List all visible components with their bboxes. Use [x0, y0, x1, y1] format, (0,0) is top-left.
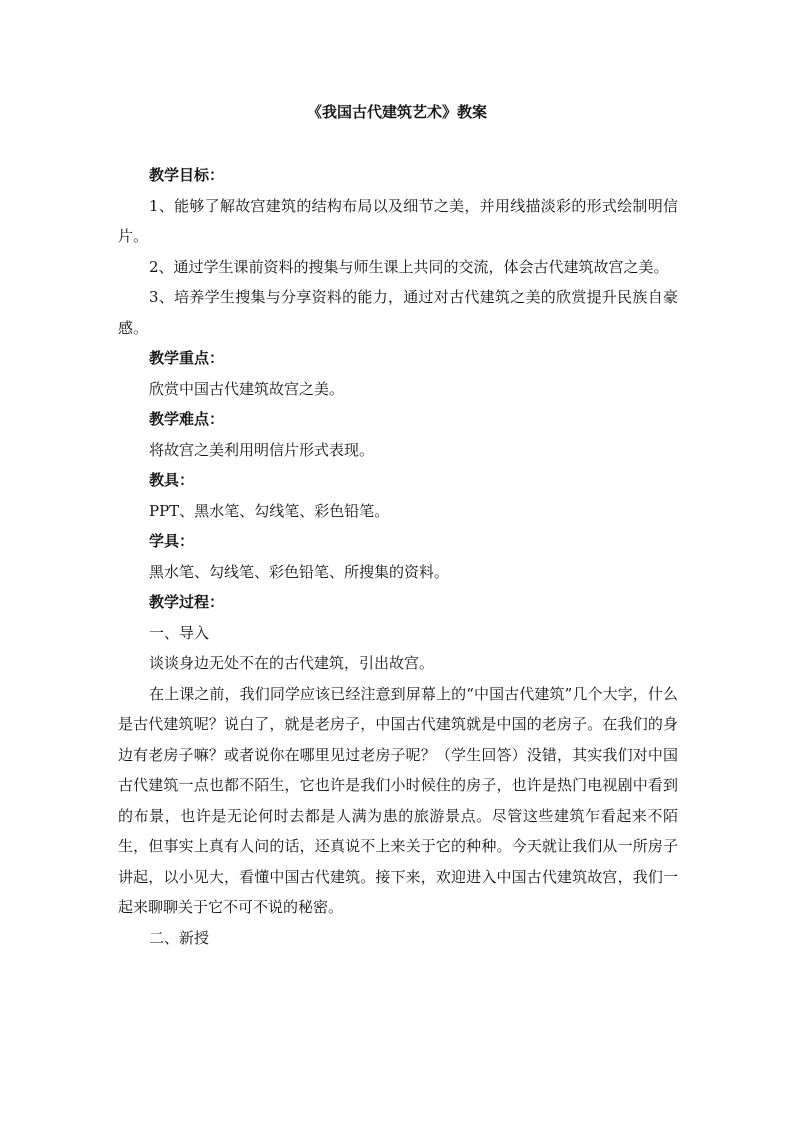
key-point-heading: 教学重点： — [149, 349, 225, 367]
difficulty-text: 将故宫之美利用明信片形式表现。 — [149, 440, 375, 459]
difficulty-heading: 教学难点： — [149, 410, 225, 428]
objective-item: 2、通过学生课前资料的搜集与师生课上共同的交流，体会古代建筑故宫之美。 — [149, 257, 669, 276]
step1-paragraph: 在上课之前，我们同学应该已经注意到屏幕上的“中国古代建筑”几个大字，什么是古代建筑呢？说白了，就是老房子，中国古代建筑就是中国的老房子。在我们的身边有老房子嘛？或者说你在哪里见过老房子呢？（学生回答）没错，其实我们对中国古代建筑一点也都不陌生，它也许是我们小时候住的房子，也许是热门电视剧中看到的布景，也许是无论何时去都是人满为患的旅游景点。尽管这些建筑乍看起来不陌生，但事实上真有人问的话，还真说不上来关于它的种种。今天就让我们从一所房子讲起，以小见大，看懂中国古代建筑。接下来，欢迎进入中国古代建筑故宫，我们一起来聊聊关于它不可不说的秘密。 — [118, 684, 678, 916]
objectives-heading: 教学目标： — [149, 166, 225, 184]
key-point-text: 欣赏中国古代建筑故宫之美。 — [149, 379, 345, 398]
objective-item: 3、培养学生搜集与分享资料的能力，通过对古代建筑之美的欣赏提升民族自豪感。 — [118, 288, 678, 337]
process-heading: 教学过程： — [149, 593, 225, 611]
objective-item: 1、能够了解故宫建筑的结构布局以及细节之美，并用线描淡彩的形式绘制明信片。 — [118, 196, 678, 245]
student-tools-text: 黑水笔、勾线笔、彩色铅笔、所搜集的资料。 — [149, 562, 450, 581]
document-title: 《我国古代建筑艺术》教案 — [306, 103, 487, 121]
teacher-tools-text: PPT、黑水笔、勾线笔、彩色铅笔。 — [149, 501, 390, 520]
step1-intro: 谈谈身边无处不在的古代建筑，引出故宫。 — [149, 654, 435, 672]
step1-title: 一、导入 — [149, 623, 210, 642]
step2-title: 二、新授 — [149, 928, 210, 947]
student-tools-heading: 学具： — [149, 532, 195, 550]
teacher-tools-heading: 教具： — [149, 471, 195, 489]
document-body — [118, 160, 678, 953]
